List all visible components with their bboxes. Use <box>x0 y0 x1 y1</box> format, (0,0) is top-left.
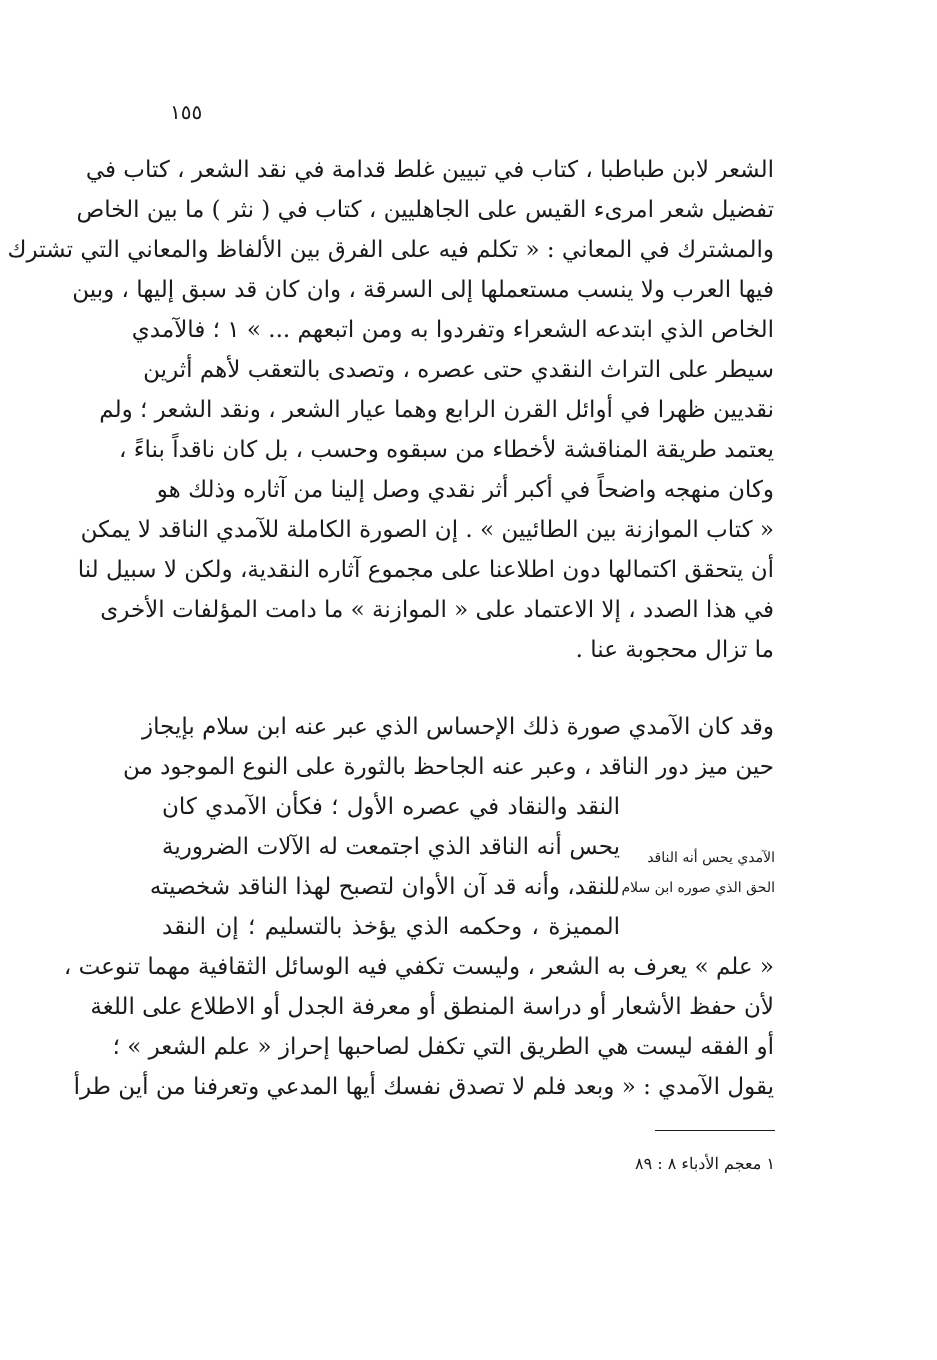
text-line: المميزة ، وحكمه الذي يؤخذ بالتسليم ؛ إن النقد <box>162 914 620 940</box>
text-line: فيها العرب ولا ينسب مستعملها إلى السرقة ، وان كان قد سبق إليها ، وبين <box>72 277 774 303</box>
paragraph-2-narrow <box>149 787 620 947</box>
paragraph-2-top <box>123 707 774 787</box>
text-line: وكان منهجه واضحاً في أكبر أثر نقدي وصل إلينا من آثاره وذلك هو <box>156 477 774 503</box>
text-line: أو الفقه ليست هي الطريق التي تكفل لصاحبها إحراز « علم الشعر » ؛ <box>112 1034 774 1060</box>
footnote-divider <box>655 1130 775 1131</box>
text-line: « علم » يعرف به الشعر ، وليست تكفي فيه الوسائل الثقافية مهما تنوعت ، <box>63 954 774 980</box>
text-line: النقد والنقاد في عصره الأول ؛ فكأن الآمدي كان <box>162 794 620 820</box>
text-line: سيطر على التراث النقدي حتى عصره ، وتصدى بالتعقب لأهم أثرين <box>143 357 774 383</box>
text-line: يحس أنه الناقد الذي اجتمعت له الآلات الضرورية <box>162 834 620 860</box>
margin-note <box>621 843 775 903</box>
text-line: والمشترك في المعاني : « تكلم فيه على الفرق بين الألفاظ والمعاني التي تشترك <box>7 237 774 263</box>
text-line: نقديين ظهرا في أوائل القرن الرابع وهما عيار الشعر ، ونقد الشعر ؛ ولم <box>99 397 774 423</box>
text-line: يعتمد طريقة المناقشة لأخطاء من سبقوه وحسب ، بل كان ناقداً بناءً ، <box>119 437 774 463</box>
margin-note-line: الآمدي يحس أنه الناقد <box>647 850 775 866</box>
text-line: ما تزال محجوبة عنا . <box>575 637 774 663</box>
text-line: الخاص الذي ابتدعه الشعراء وتفردوا به ومن اتبعهم ... » ١ ؛ فالآمدي <box>131 317 774 343</box>
text-line: يقول الآمدي : « وبعد فلم لا تصدق نفسك أيها المدعي وتعرفنا من أين طرأ <box>73 1074 774 1100</box>
text-line: للنقد، وأنه قد آن الأوان لتصبح لهذا الناقد شخصيته <box>149 874 620 900</box>
text-line: أن يتحقق اكتمالها دون اطلاعنا على مجموع آثاره النقدية، ولكن لا سبيل لنا <box>77 557 774 583</box>
text-line: الشعر لابن طباطبا ، كتاب في تبيين غلط قدامة في نقد الشعر ، كتاب في <box>85 157 774 183</box>
page-number: ١٥٥ <box>170 100 203 124</box>
paragraph-1 <box>7 150 774 670</box>
text-line: في هذا الصدد ، إلا الاعتماد على « الموازنة » ما دامت المؤلفات الأخرى <box>100 597 774 623</box>
text-line: حين ميز دور الناقد ، وعبر عنه الجاحظ بالثورة على النوع الموجود من <box>123 754 774 780</box>
footnote: ١ معجم الأدباء ٨ : ٨٩ <box>634 1154 775 1173</box>
paragraph-2-bottom <box>63 947 774 1107</box>
text-line: وقد كان الآمدي صورة ذلك الإحساس الذي عبر عنه ابن سلام بإيجاز <box>141 714 774 740</box>
text-line: « كتاب الموازنة بين الطائيين » . إن الصورة الكاملة للآمدي الناقد لا يمكن <box>80 517 774 543</box>
text-line: لأن حفظ الأشعار أو دراسة المنطق أو معرفة الجدل أو الاطلاع على اللغة <box>90 994 774 1020</box>
margin-note-line: الحق الذي صوره ابن سلام <box>621 880 775 896</box>
text-line: تفضيل شعر امرىء القيس على الجاهليين ، كتاب في ( نثر ) ما بين الخاص <box>76 197 774 223</box>
